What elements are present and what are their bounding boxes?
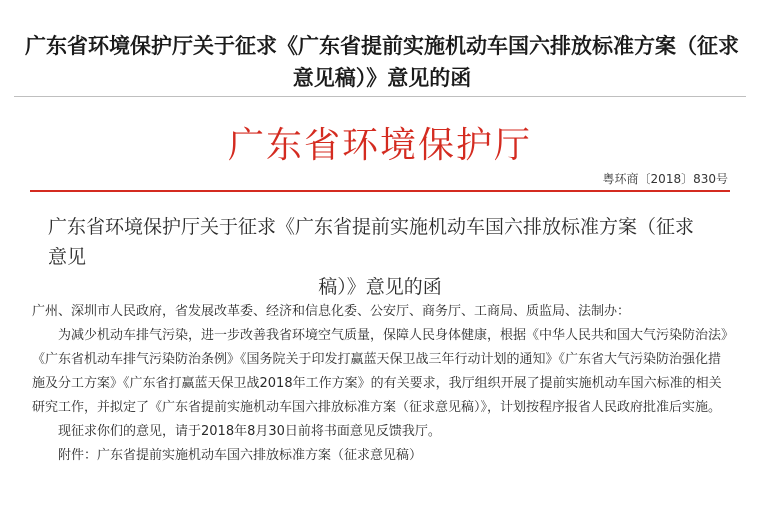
paragraph-main: 为减少机动车排气污染，进一步改善我省环境空气质量，保障人民身体健康，根据《中华人民共和国大气污染防治法》《广东省机动车排气污染防治条例》《国务院关于印发打赢蓝天保卫战三年行动计划的通知》《广东省大气污染防治强化措施及分工方案》《广东省打赢蓝天保卫战2018年工作方案》的有关要求，我厅组织开展了提前实施机动车国六标准的相关研究工作，并拟定了《广东省提前实施机动车国六排放标准方案（征求意见稿）》，计划按程序报省人民政府批准后实施。 (32, 328, 728, 415)
document-body (32, 300, 732, 468)
issuer-letterhead: 广东省环境保护厅 (227, 125, 532, 166)
addressees: 广州、深圳市人民政府，省发展改革委、经济和信息化委、公安厅、商务厅、工商局、质监局、法制办： (32, 304, 631, 319)
document-number: 粤环商〔2018〕830号 (602, 172, 728, 186)
document-heading-line2: 稿）》意见的函 (318, 276, 442, 298)
document-heading (48, 212, 712, 302)
title-divider (14, 96, 746, 97)
attachment-line: 附件：广东省提前实施机动车国六排放标准方案（征求意见稿） (58, 448, 423, 463)
page-title: 广东省环境保护厅关于征求《广东省提前实施机动车国六排放标准方案（征求意见稿）》意见的函 (25, 34, 739, 90)
document-heading-line1: 广东省环境保护厅关于征求《广东省提前实施机动车国六排放标准方案（征求意见 (48, 216, 695, 268)
letterhead-red-divider (30, 190, 730, 192)
paragraph-request: 现征求你们的意见，请于2018年8月30日前将书面意见反馈我厅。 (58, 424, 441, 439)
